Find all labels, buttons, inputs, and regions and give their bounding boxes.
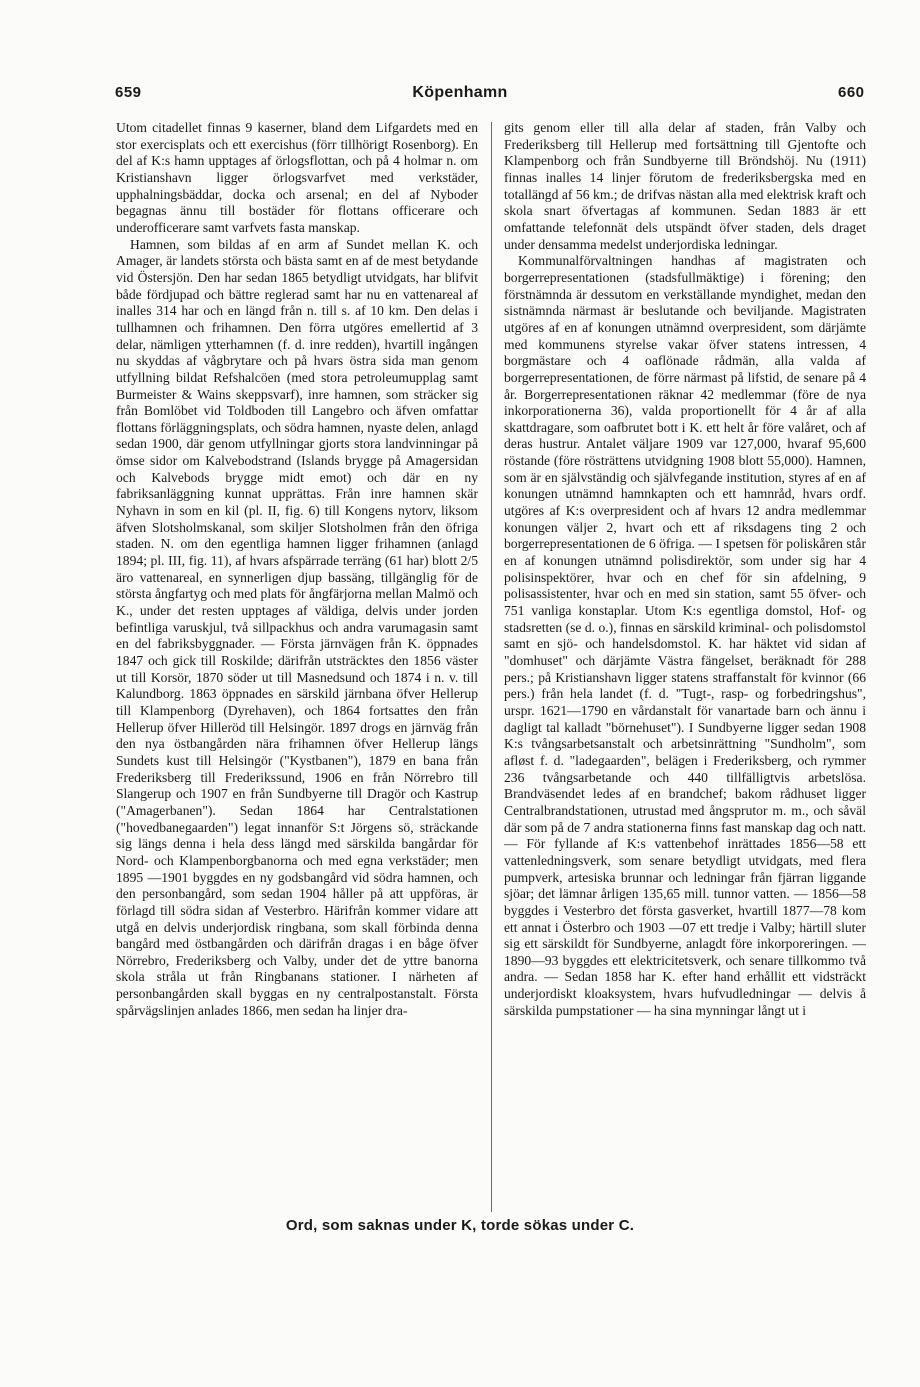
page-header <box>0 84 920 108</box>
paragraph: gits genom eller till alla delar af staden, från Valby och Frederiksberg till Hellerup med fortsättning till Gjentofte och Klampenborg och från Sundbyerne till Bröndshöj. Nu (1911) finnas inalles 14 linjer förutom de frederiksbergska med en totallängd af 56 km.; de drifvas nästan alla med elektrisk kraft och skola snart öfvertagas af kommunen. Sedan 1883 är ett omfattande telefonnät dels utspändt öfver staden, dels draget under densamma medelst underjordiska ledningar. <box>504 120 866 252</box>
paragraph: Kommunalförvaltningen handhas af magistraten och borgerrepresentationen (stadsfullmäktige) i förening; den förstnämnda är dessutom en verkställande myndighet, medan den sistnämnda närmast är beslutande och beviljande. Magistraten utgöres af en af konungen utnämnd overpresident, som därjämte med kommunens styrelse vakar öfver statens intressen, 4 borgmästare och 4 oaflönade rådmän, alla valda af borgerrepresentationen, de förre närmast på lifstid, de senare på 4 år. Borgerrepresentationen räknar 42 medlemmar (före de nya inkorporationerna 36), valda proportionellt för 4 år af alla skattdragare, som oafbrutet bott i K. ett helt år före valåret, och af deras hustrur. Antalet väljare 1909 var 127,000, hvaraf 95,600 röstande (före rösträttens utvidgning 1908 blott 55,000). Hamnen, som är en självständig och självfegande institution, styres af en af konungen utnämnd hamnkapten och ett hamnråd, hvars ordf. utgöres af K:s overpresident och af hvars 12 andra medlemmar konungen väljer 2, hvart och ett af riksdagens ting 2 och borgerrepresentationen de 6 öfriga. — I spetsen för poliskåren står en af konungen utnämnd polisdirektör, som under sig har 4 polisinspektörer, hvar och en chef för sin afdelning, 9 polisassistenter, hvar och en med sin station, samt 55 öfver- och 751 vanliga konstaplar. Utom K:s egentliga domstol, Hof- og stadsretten (se d. o.), finnas en särskild kriminal- och polisdomstol samt en sjö- och handelsdomstol. K. har häktet vid sidan af "domhuset" och därjämte Västra fängelset, beräknadt för 288 pers.; på Kristianshavn ligger statens straffanstalt för kvinnor (66 pers.) från hela landet (f. d. "Tugt-, rasp- og forbedringshus", urspr. 1621—1790 en vårdanstalt för vanartade barn och ännu i dagligt tal kalladt "börnehuset"). I Sundbyerne ligger sedan 1908 K:s tvångsarbetsanstalt och arbetsinrättning "Sundholm", som afløst f. d. "ladegaarden", belägen i Frederiksberg, och rymmer 236 tvångsarbetande och 440 tillfälligtvis arbetslösa. Brandväsendet ledes af en brandchef; bakom rådhuset ligger Centralbrandstationen, utrustad med ångsprutor m. m., och såväl där som på de 7 andra stationerna finns fast manskap dag och natt. — För fyllande af K:s vattenbehof inrättades 1856—58 ett vattenledningsverk, som senare betydligt utvidgats, med flera pumpverk, artesiska brunnar och ledningar från fjärran liggande sjöar; det lämnar årligen 135,65 mill. tunnor vatten. — 1856—58 byggdes i Vesterbro det första gasverket, hvartill 1877—78 kom ett annat i Österbro och 1903 —07 ett tredje i Valby; härtill sluter sig ett särskildt för Sundbyerne, anlagdt före inkorporeringen. — 1890—93 byggdes ett elektricitetsverk, och senare tillkommo två andra. — Sedan 1858 har K. efter hand erhållit ett vidsträckt underjordiskt kloaksystem, hvars hufvudledningar — delvis å särskilda pumpstationer — ha sina mynningar långt ut i <box>504 253 866 1018</box>
left-column <box>116 120 478 1019</box>
paragraph: Utom citadellet finnas 9 kaserner, bland dem Lifgardets med en stor exercisplats och ett exercishus (förr tillhörigt Rosenborg). En del af K:s hamn upptages af örlogsflottan, och på 4 holmar n. om Kristianshavn ligger örlogsvarfvet med verkstäder, upphalningsbäddar, docka och arsenal; en del af Nyboder begagnas ännu till bostäder för flottans officerare och underofficerare samt varfvets fasta manskap. <box>116 120 478 235</box>
footer-note: Ord, som saknas under K, torde sökas under C. <box>285 1217 635 1234</box>
paragraph: Hamnen, som bildas af en arm af Sundet mellan K. och Amager, är landets största och bästa samt en af de mest betydande vid Östersjön. Den har sedan 1865 betydligt utvidgats, har blifvit både fördjupad och bättre reglerad samt har nu en vattenareal af inalles 314 har och en längd från n. till s. af 10 km. Den delas i tullhamnen och frihamnen. Den förra utgöres emellertid af 3 delar, nämligen ytterhamnen (f. d. inre redden), hvartill ingången nu skyddas af vågbrytare och på hvars östra sida man genom utfyllning bildat Refshalcöen (med stora petroleumupplag samt Burmeister & Wains skeppsvarf), inre hamnen, som sträcker sig från Bomlöbet vid Toldboden till Langebro och äfven omfattar flottans förläggningsplats, och södra hamnen, nyaste delen, anlagd sedan 1900, där genom utfyllningar gjorts stora landvinningar på ömse sidor om Kalvebodstrand (Islands brygge på Amagersidan och Kalvebods brygge midt emot) och där en ny fabriksanläggning kunnat upprättas. Från inre hamnen skär Nyhavn in som en kil (pl. II, fig. 6) till Kongens nytorv, liksom äfven Slotsholmskanal, som skiljer Slotsholmen från den öfriga staden. N. om den egentliga hamnen ligger frihamnen (anlagd 1894; pl. III, fig. 11), af hvars afspärrade terräng (61 har) blott 2/5 äro vattenareal, en synnerligen djup bassäng, tillgänglig för de största ångfartyg och med plats för ångfärjorna mellan Malmö och K., under det resten upptages af väldiga, delvis under jorden befintliga varuskjul, två sillpackhus och andra varumagasin samt en del fabriksbyggnader. — Första järnvägen från K. öppnades 1847 och gick till Roskilde; därifrån utsträcktes den 1856 väster ut till Korsör, 1870 söder ut till Masnedsund och 1874 i n. v. till Kalundborg. 1863 öppnades en särskild järnbana öfver Hellerup till Klampenborg (Dyrehaven), och 1864 fortsattes den från Hellerup öfver Hilleröd till Helsingör. 1897 drogs en järnväg från den nya östbangården nära frihamnen öfver Hellerup längs Sundets kust till Helsingör ("Kystbanen"), 1879 en bana från Frederiksberg till Frederikssund, 1906 en från Nörrebro till Slangerup och 1907 en från Sundbyerne till Dragör och Kastrup ("Amagerbanen"). Sedan 1864 har Centralstationen ("hovedbanegaarden") legat innanför S:t Jörgens sö, sträckande sig längs denna i hela dess längd med särskilda bangårdar för Nord- och Klampenborgbanorna och med egna verkstäder; men 1895 —1901 byggdes en ny godsbangård vid södra hamnen, och den personbangård, som sedan 1904 håller på att uppföras, är förlagd till södra sidan af Vesterbro. Härifrån kommer vidare att utgå en delvis underjordisk ringbana, som skall förbinda denna bangård med östbangården och därifrån dragas i en båge öfver Nörrebro, Frederiksberg och Valby, under det de yttre banorna skola stråla ut från Ringbanans stationer. I närheten af personbangården skall byggas en ny centralpostanstalt. Första spårvägslinjen anlades 1866, men sedan ha linjer dra- <box>116 236 478 1018</box>
column-divider <box>491 122 492 1212</box>
page-number-right: 660 <box>838 84 865 101</box>
running-head-title: Köpenhamn <box>412 84 508 101</box>
right-column <box>504 120 866 1019</box>
page-number-left: 659 <box>115 84 142 101</box>
